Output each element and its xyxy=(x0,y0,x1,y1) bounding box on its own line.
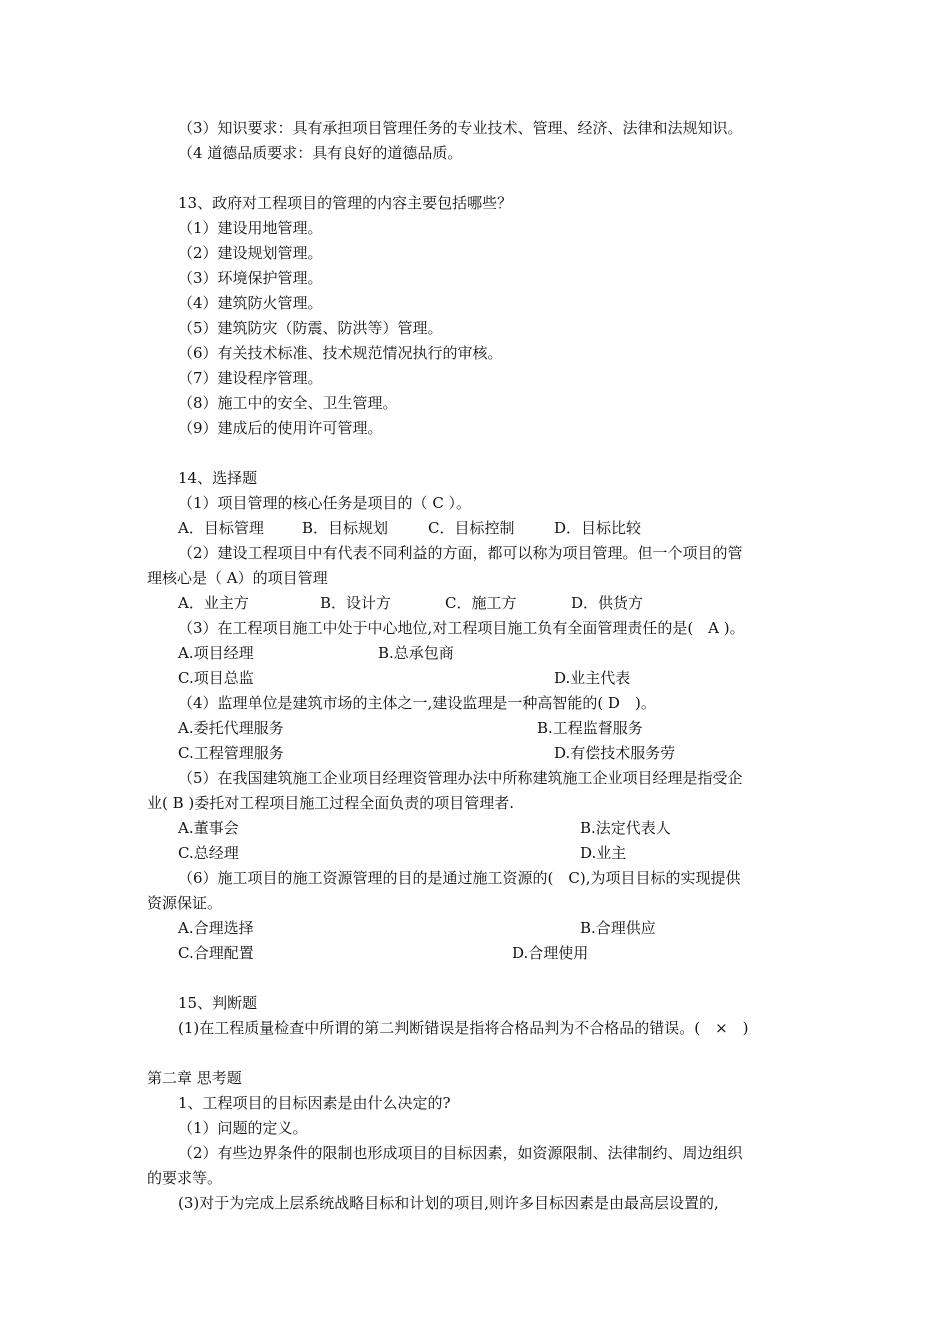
option-b: B．设计方 xyxy=(320,594,392,612)
text-line: 资源保证。 xyxy=(147,894,223,912)
option-a: A.项目经理 xyxy=(178,644,254,662)
option-d: D．目标比较 xyxy=(554,519,642,537)
option-d: D．供货方 xyxy=(571,594,644,612)
text-line: (3)对于为完成上层系统战略目标和计划的项目,则许多目标因素是由最高层设置的, xyxy=(178,1194,719,1212)
text-line: （2）建设规划管理。 xyxy=(178,244,323,262)
option-c: C.工程管理服务 xyxy=(178,744,284,762)
option-d: D.合理使用 xyxy=(512,944,589,962)
option-d: D.业主代表 xyxy=(554,669,631,687)
text-line: （4）建筑防火管理。 xyxy=(178,294,323,312)
text-line: （1）建设用地管理。 xyxy=(178,219,323,237)
option-c: C．目标控制 xyxy=(428,519,515,537)
option-c: C．施工方 xyxy=(445,594,517,612)
option-c: C.总经理 xyxy=(178,844,239,862)
text-line: 的要求等。 xyxy=(147,1169,223,1187)
text-line: （2）建设工程项目中有代表不同利益的方面，都可以称为项目管理。但一个项目的管 xyxy=(178,544,743,562)
question-heading: 15、判断题 xyxy=(178,994,258,1012)
option-b: B.合理供应 xyxy=(580,919,656,937)
text-line: （9）建成后的使用许可管理。 xyxy=(178,419,383,437)
text-line: （1）问题的定义。 xyxy=(178,1119,308,1137)
chapter-heading: 第二章 思考题 xyxy=(147,1069,242,1087)
option-b: B.工程监督服务 xyxy=(537,719,643,737)
option-a: A.董事会 xyxy=(178,819,239,837)
text-line: 业( B )委托对工程项目施工过程全面负责的项目管理者. xyxy=(147,794,515,812)
option-c: C.合理配置 xyxy=(178,944,254,962)
option-b: B．目标规划 xyxy=(302,519,389,537)
option-d: D.有偿技术服务劳 xyxy=(554,744,676,762)
text-line: （5）在我国建筑施工企业项目经理资管理办法中所称建筑施工企业项目经理是指受企 xyxy=(178,769,743,787)
text-line: 理核心是（ A）的项目管理 xyxy=(147,569,328,587)
text-line: (1)在工程质量检查中所谓的第二判断错误是指将合格品判为不合格品的错误。( × ) xyxy=(178,1019,749,1037)
option-a: A.合理选择 xyxy=(178,919,254,937)
option-a: A．目标管理 xyxy=(178,519,264,537)
question-heading: 14、选择题 xyxy=(178,469,258,487)
option-d: D.业主 xyxy=(580,844,627,862)
text-line: （4 道德品质要求：具有良好的道德品质。 xyxy=(178,144,463,162)
text-line: （1）项目管理的核心任务是项目的（ C ）。 xyxy=(178,494,472,512)
text-line: （8）施工中的安全、卫生管理。 xyxy=(178,394,398,412)
text-line: （3）知识要求：具有承担项目管理任务的专业技术、管理、经济、法律和法规知识。 xyxy=(178,119,743,137)
text-line: （3）在工程项目施工中处于中心地位,对工程项目施工负有全面管理责任的是( A )。 xyxy=(178,619,745,637)
text-line: （4）监理单位是建筑市场的主体之一,建设监理是一种高智能的( D )。 xyxy=(178,694,656,712)
text-line: （6）施工项目的施工资源管理的目的是通过施工资源的( C),为项目目标的实现提供 xyxy=(178,869,741,887)
option-c: C.项目总监 xyxy=(178,669,254,687)
text-line: （5）建筑防灾（防震、防洪等）管理。 xyxy=(178,319,443,337)
option-b: B.总承包商 xyxy=(378,644,454,662)
text-line: （7）建设程序管理。 xyxy=(178,369,323,387)
text-line: （2）有些边界条件的限制也形成项目的目标因素，如资源限制、法律制约、周边组织 xyxy=(178,1144,743,1162)
question-heading: 1、工程项目的目标因素是由什么决定的? xyxy=(178,1094,451,1112)
text-line: （3）环境保护管理。 xyxy=(178,269,323,287)
option-a: A.委托代理服务 xyxy=(178,719,284,737)
question-heading: 13、政府对工程项目的管理的内容主要包括哪些？ xyxy=(178,194,513,212)
text-line: （6）有关技术标准、技术规范情况执行的审核。 xyxy=(178,344,503,362)
option-b: B.法定代表人 xyxy=(580,819,671,837)
option-a: A．业主方 xyxy=(178,594,249,612)
